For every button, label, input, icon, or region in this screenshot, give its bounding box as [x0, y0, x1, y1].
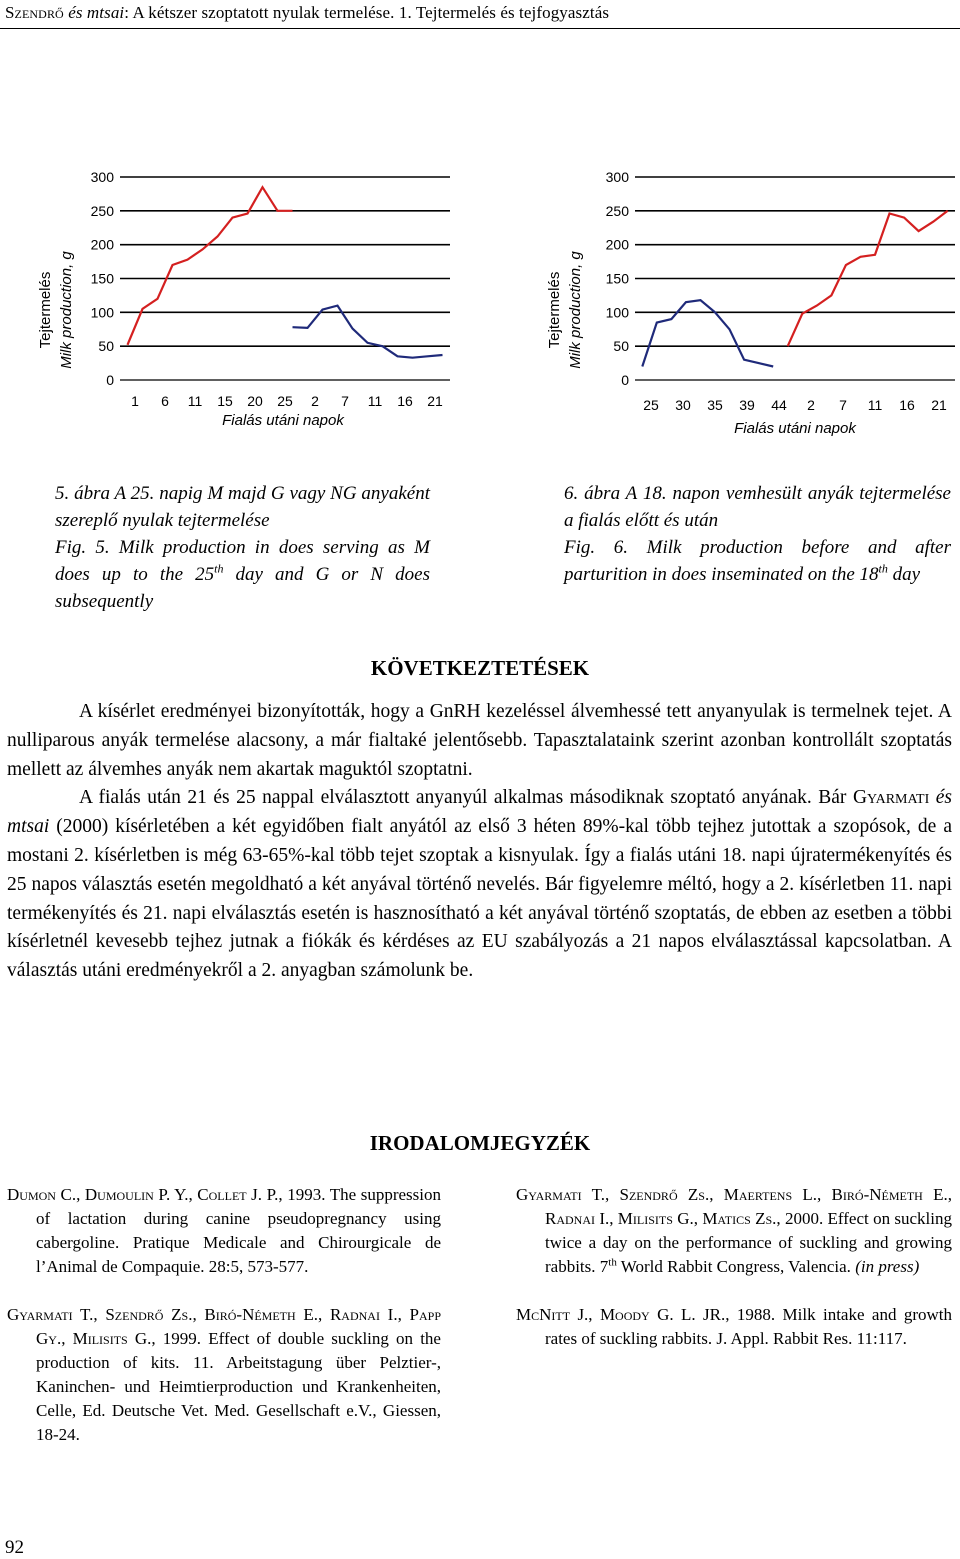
y-axis-label-en: Milk production, g — [567, 251, 584, 369]
y-tick-label: 50 — [98, 338, 114, 355]
series-line-1 — [642, 300, 773, 366]
x-tick-label: 25 — [277, 393, 293, 409]
reference-text: Effect on suckling twice a day on the performance of suckling and growing rabbits. 7 — [545, 1209, 952, 1276]
figure-6-chart — [540, 165, 960, 445]
reference-authors: Gyarmati T., Szendrő Zs., Biró-Németh E., Radnai I., Papp Gy., Milisits G., 1999. — [7, 1305, 441, 1348]
reference-text: Effect of double suckling on the production of kits. 11. Arbeitstagung über Pelztier-, Kaninchen- und Heimtierproduction und Krankenheiten, Celle, Ed. Deutsche Vet. Med. Gesellschaft e.V., Giessen, 18-24. — [36, 1329, 441, 1444]
reference-superscript: th — [608, 1256, 617, 1269]
figure-6-plot — [540, 165, 960, 445]
header-title: : A kétszer szoptatott nyulak termelése. 1. Tejtermelés és tejfogyasztás — [124, 3, 610, 22]
x-axis-label: Fialás utáni napok — [222, 412, 344, 429]
figure-5-caption-en — [55, 534, 430, 615]
caption-text: Fig. 5. Milk production in does serving as M does up to the 25 — [55, 537, 430, 585]
references-right-column — [516, 1183, 952, 1375]
caption-text: Fig. 6. Milk production before and after parturition in does inseminated on the 18 — [564, 537, 951, 585]
x-tick-label: 44 — [771, 397, 787, 413]
figure-5-plot — [30, 165, 460, 435]
reference-authors: Gyarmati T., Szendrő Zs., Maertens L., Biró-Németh E., Radnai I., Milisits G., Matics Zs., 2000. — [516, 1185, 952, 1228]
header-rule — [0, 28, 960, 29]
caption-text: day and G or N does subsequently — [55, 564, 430, 612]
caption-text: day — [887, 564, 921, 585]
conclusions-paragraph-1: A kísérlet eredményei bizonyították, hogy a GnRH kezeléssel álvemhessé tett anyanyulak is termelnek tejet. A nulliparous anyák termelése alacsony, a már fialtaké jelentősebb. Tapasztalataink szerint azonban kontrollált szoptatás mellett az álvemhes anyák nem akartak maguktól szoptatni. — [7, 701, 952, 780]
caption-superscript: th — [878, 561, 888, 576]
reference-text: The suppression of lactation during canine pseudopregnancy using cabergoline. Pratique Medicale and Chirourgicale de l’Animal de Compaquie. 28:5, 573-577. — [36, 1185, 441, 1276]
y-tick-label: 50 — [613, 338, 629, 355]
x-tick-label: 2 — [311, 393, 319, 409]
y-tick-label: 100 — [605, 304, 629, 321]
page-number: 92 — [5, 1537, 24, 1558]
figure-6-caption — [564, 480, 951, 588]
x-tick-label: 6 — [161, 393, 169, 409]
reference-item — [516, 1303, 952, 1351]
x-tick-label: 30 — [675, 397, 691, 413]
cited-author: Gyarmati — [852, 787, 930, 809]
paragraph-text: (2000) kísérletében a két egyidőben fialt anyától az első 3 héten 89%-kal több tejhez jutottak a szopósok, de a mostani 2. kísérletben is még 63-65%-kal több tejet szoptak a kisnyulak. Így a fialás utáni 18. napi újratermékenyítés és 25 napos választás esetén megoldható a két anyával történő nevelés. Bár figyelemre méltó, hogy a 2. kísérletben 11. napi termékenyítés és 21. napi elválasztás esetén is hasznosítható a két anyával történő szoptatás, de ebben az esetben a többi kísérletnél kevesebb tejhez jutnak a fiókák és kérdéses az EU szabályozás a 21 napos elválasztással kapcsolatban. A választás utáni eredményekről a 2. anyagban számolunk be. — [7, 816, 952, 982]
reference-text: Milk intake and growth rates of suckling rabbits. J. Appl. Rabbit Res. 11:117. — [545, 1305, 952, 1348]
x-tick-label: 2 — [807, 397, 815, 413]
cited-etal: és mtsai — [7, 787, 953, 838]
x-tick-label: 11 — [867, 397, 883, 413]
conclusions-paragraph-2 — [7, 784, 952, 986]
reference-authors: McNitt J., Moody G. L. JR., 1988. — [516, 1305, 776, 1324]
y-tick-label: 150 — [90, 270, 114, 287]
x-tick-label: 16 — [397, 393, 413, 409]
x-tick-label: 25 — [643, 397, 659, 413]
x-tick-label: 7 — [341, 393, 349, 409]
y-tick-label: 0 — [621, 372, 629, 388]
reference-item — [516, 1183, 952, 1279]
y-axis-label-en: Milk production, g — [58, 251, 75, 369]
x-tick-label: 7 — [839, 397, 847, 413]
x-tick-label: 35 — [707, 397, 723, 413]
x-axis-label: Fialás utáni napok — [734, 420, 856, 437]
reference-item — [7, 1303, 441, 1447]
references-left-column — [7, 1183, 441, 1471]
y-tick-label: 300 — [90, 169, 114, 185]
y-tick-label: 250 — [90, 202, 114, 219]
conclusions-body — [7, 698, 952, 986]
reference-item — [7, 1183, 441, 1279]
y-axis-label-hu: Tejtermelés — [546, 271, 563, 349]
header-etal: és mtsai — [68, 3, 125, 22]
figure-6-caption-en — [564, 534, 951, 588]
caption-superscript: th — [214, 561, 224, 576]
y-tick-label: 200 — [605, 236, 629, 253]
paragraph-text: A fialás után 21 és 25 nappal elválasztott anyanyúl alkalmas másodiknak szoptató anyának. Bár — [79, 787, 853, 809]
y-tick-label: 250 — [605, 202, 629, 219]
x-tick-label: 21 — [931, 397, 947, 413]
series-line-2 — [293, 306, 443, 358]
x-tick-label: 11 — [187, 393, 203, 409]
y-tick-label: 0 — [106, 372, 114, 388]
figure-5-caption-hu: 5. ábra A 25. napig M majd G vagy NG anyaként szereplő nyulak tejtermelése — [55, 483, 430, 531]
x-tick-label: 15 — [217, 393, 233, 409]
reference-authors: Dumon C., Dumoulin P. Y., Collet J. P., 1993. — [7, 1185, 326, 1204]
y-tick-label: 100 — [90, 304, 114, 321]
reference-text: World Rabbit Congress, Valencia. — [616, 1257, 856, 1276]
header-author: Szendrő — [5, 3, 64, 22]
x-tick-label: 21 — [427, 393, 443, 409]
figure-5-chart — [30, 165, 460, 435]
y-tick-label: 200 — [90, 236, 114, 253]
x-tick-label: 39 — [739, 397, 755, 413]
y-tick-label: 150 — [605, 270, 629, 287]
figure-5-caption — [55, 480, 430, 615]
x-tick-label: 20 — [247, 393, 263, 409]
y-tick-label: 300 — [605, 169, 629, 185]
x-tick-label: 16 — [899, 397, 915, 413]
running-header — [5, 3, 609, 23]
y-axis-label-hu: Tejtermelés — [37, 271, 54, 349]
figure-6-caption-hu: 6. ábra A 18. napon vemhesült anyák tejtermelése a fialás előtt és után — [564, 483, 951, 531]
references-title: IRODALOMJEGYZÉK — [369, 1131, 591, 1155]
x-tick-label: 1 — [131, 393, 139, 409]
reference-status: (in press) — [855, 1257, 920, 1276]
x-tick-label: 11 — [367, 393, 383, 409]
conclusions-title: KÖVETKEZTETÉSEK — [370, 656, 590, 680]
